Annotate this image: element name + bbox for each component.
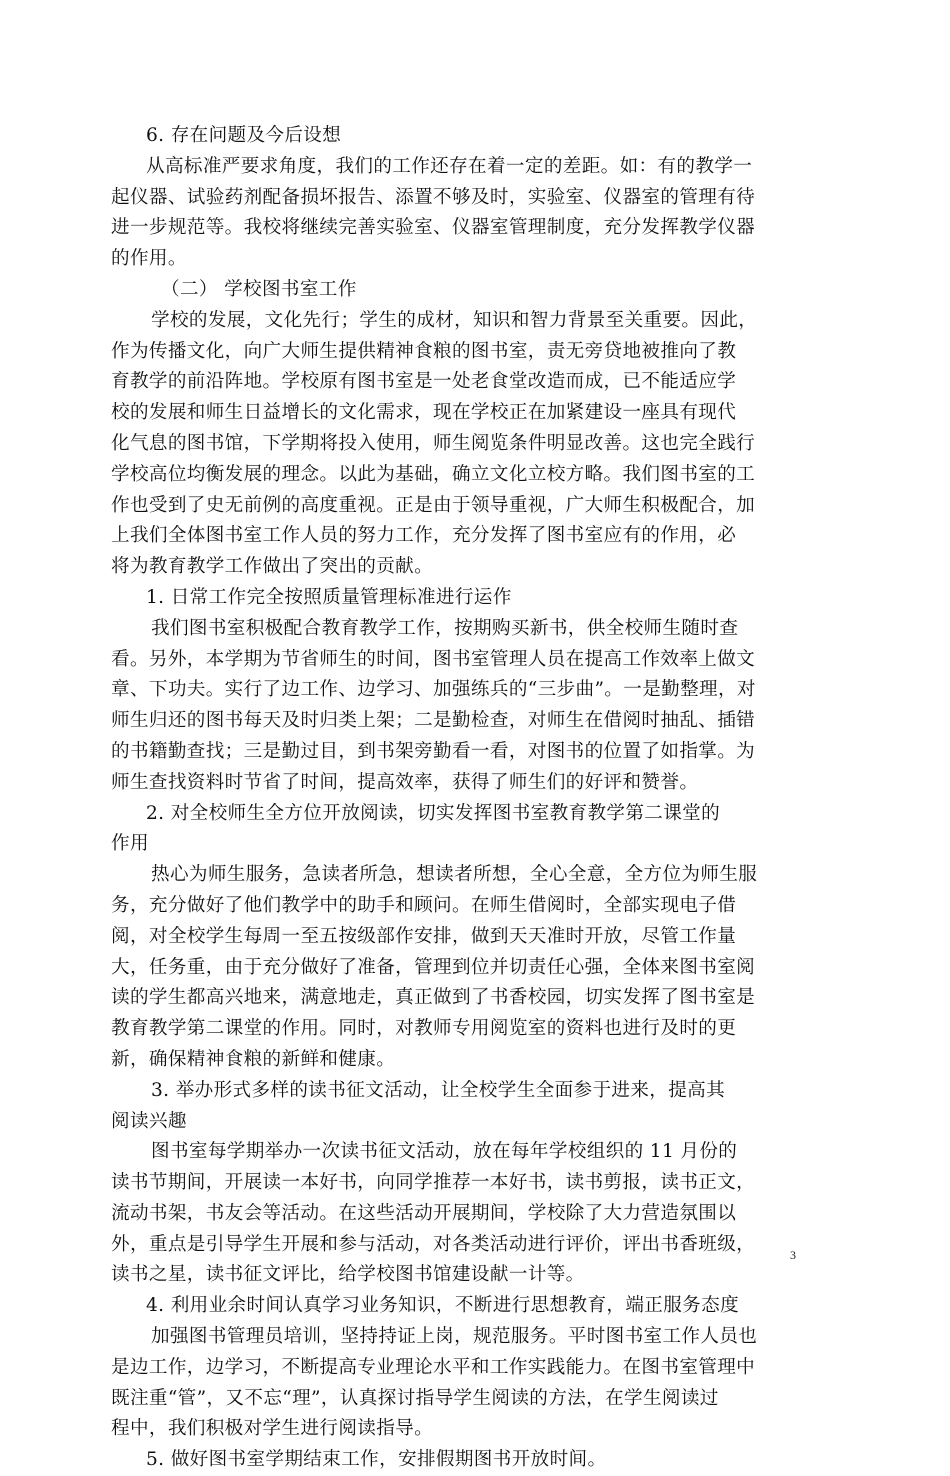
paragraph-line: 加强图书管理员培训，坚持持证上岗，规范服务。平时图书室工作人员也 <box>151 1326 758 1348</box>
section-heading: （二） 学校图书室工作 <box>161 278 357 300</box>
paragraph-line: 教育教学第二课堂的作用。同时，对教师专用阅览室的资料也进行及时的更 <box>111 1018 737 1040</box>
section-heading: 5. 做好图书室学期结束工作，安排假期图书开放时间。 <box>146 1449 607 1471</box>
paragraph-line: 阅，对全校学生每周一至五按级部作安排，做到天天准时开放，尽管工作量 <box>111 925 737 947</box>
section-heading: 作用 <box>111 833 149 855</box>
paragraph-line: 师生归还的图书每天及时归类上架；二是勤检查，对师生在借阅时抽乱、插错 <box>111 710 756 732</box>
paragraph-line: 校的发展和师生日益增长的文化需求，现在学校正在加紧建设一座具有现代 <box>111 402 737 424</box>
paragraph-line: 学校高位均衡发展的理念。以此为基础，确立文化立校方略。我们图书室的工 <box>111 463 756 485</box>
paragraph-line: 看。另外，本学期为节省师生的时间，图书室管理人员在提高工作效率上做文 <box>111 648 756 670</box>
section-heading: 2. 对全校师生全方位开放阅读，切实发挥图书室教育教学第二课堂的 <box>146 802 721 824</box>
paragraph-line: 程中，我们积极对学生进行阅读指导。 <box>111 1418 434 1440</box>
section-heading: 1. 日常工作完全按照质量管理标准进行运作 <box>146 586 512 608</box>
page-number: 3 <box>790 1248 796 1262</box>
paragraph-line: 从高标准严要求角度，我们的工作还存在着一定的差距。如：有的教学一 <box>146 155 753 177</box>
paragraph-line: 的作用。 <box>111 248 187 270</box>
body-text <box>111 121 846 1476</box>
paragraph-line: 作也受到了史无前例的高度重视。正是由于领导重视，广大师生积极配合，加 <box>111 494 756 516</box>
paragraph-line: 既注重“管”，又不忘“理”，认真探讨指导学生阅读的方法，在学生阅读过 <box>111 1387 719 1409</box>
section-heading: 4. 利用业余时间认真学习业务知识，不断进行思想教育，端正服务态度 <box>146 1295 740 1317</box>
paragraph-line: 务，充分做好了他们教学中的助手和顾问。在师生借阅时，全部实现电子借 <box>111 894 737 916</box>
paragraph-line: 将为教育教学工作做出了突出的贡献。 <box>111 556 434 578</box>
paragraph-line: 是边工作，边学习，不断提高专业理论水平和工作实践能力。在图书室管理中 <box>111 1356 756 1378</box>
paragraph-line: 的书籍勤查找；三是勤过目，到书架旁勤看一看，对图书的位置了如指掌。为 <box>111 740 756 762</box>
paragraph-line: 起仪器、试验药剂配备损坏报告、添置不够及时，实验室、仪器室的管理有待 <box>111 186 756 208</box>
paragraph-line: 大，任务重，由于充分做好了准备，管理到位并切责任心强，全体来图书室阅 <box>111 956 756 978</box>
paragraph-line: 新，确保精神食粮的新鲜和健康。 <box>111 1048 396 1070</box>
section-heading: 3. 举办形式多样的读书征文活动，让全校学生全面参于进来，提高其 <box>151 1079 726 1101</box>
paragraph-line: 读的学生都高兴地来，满意地走，真正做到了书香校园，切实发挥了图书室是 <box>111 987 756 1009</box>
paragraph-line: 图书室每学期举办一次读书征文活动，放在每年学校组织的 11 月份的 <box>151 1141 738 1163</box>
paragraph-line: 学校的发展，文化先行；学生的成材，知识和智力背景至关重要。因此， <box>151 309 758 331</box>
paragraph-line: 育教学的前沿阵地。学校原有图书室是一处老食堂改造而成，已不能适应学 <box>111 371 737 393</box>
paragraph-line: 化气息的图书馆，下学期将投入使用，师生阅览条件明显改善。这也完全践行 <box>111 432 756 454</box>
paragraph-line: 进一步规范等。我校将继续完善实验室、仪器室管理制度，充分发挥教学仪器 <box>111 217 756 239</box>
section-heading: 阅读兴趣 <box>111 1110 187 1132</box>
paragraph-line: 读书节期间，开展读一本好书，向同学推荐一本好书，读书剪报，读书正文， <box>111 1172 756 1194</box>
paragraph-line: 流动书架，书友会等活动。在这些活动开展期间，学校除了大力营造氛围以 <box>111 1202 737 1224</box>
paragraph-line: 热心为师生服务，急读者所急，想读者所想，全心全意，全方位为师生服 <box>151 864 758 886</box>
paragraph-line: 作为传播文化，向广大师生提供精神食粮的图书室，责无旁贷地被推向了教 <box>111 340 737 362</box>
paragraph-line: 读书之星，读书征文评比，给学校图书馆建设献一计等。 <box>111 1264 585 1286</box>
paragraph-line: 我们图书室积极配合教育教学工作，按期购买新书，供全校师生随时查 <box>151 617 739 639</box>
paragraph-line: 外，重点是引导学生开展和参与活动，对各类活动进行评价，评出书香班级， <box>111 1233 756 1255</box>
paragraph-line: 师生查找资料时节省了时间，提高效率，获得了师生们的好评和赞誉。 <box>111 771 699 793</box>
section-heading: 6. 存在问题及今后设想 <box>146 125 342 146</box>
paragraph-line: 上我们全体图书室工作人员的努力工作，充分发挥了图书室应有的作用，必 <box>111 525 737 547</box>
paragraph-line: 章、下功夫。实行了边工作、边学习、加强练兵的“三步曲”。一是勤整理，对 <box>111 679 756 701</box>
